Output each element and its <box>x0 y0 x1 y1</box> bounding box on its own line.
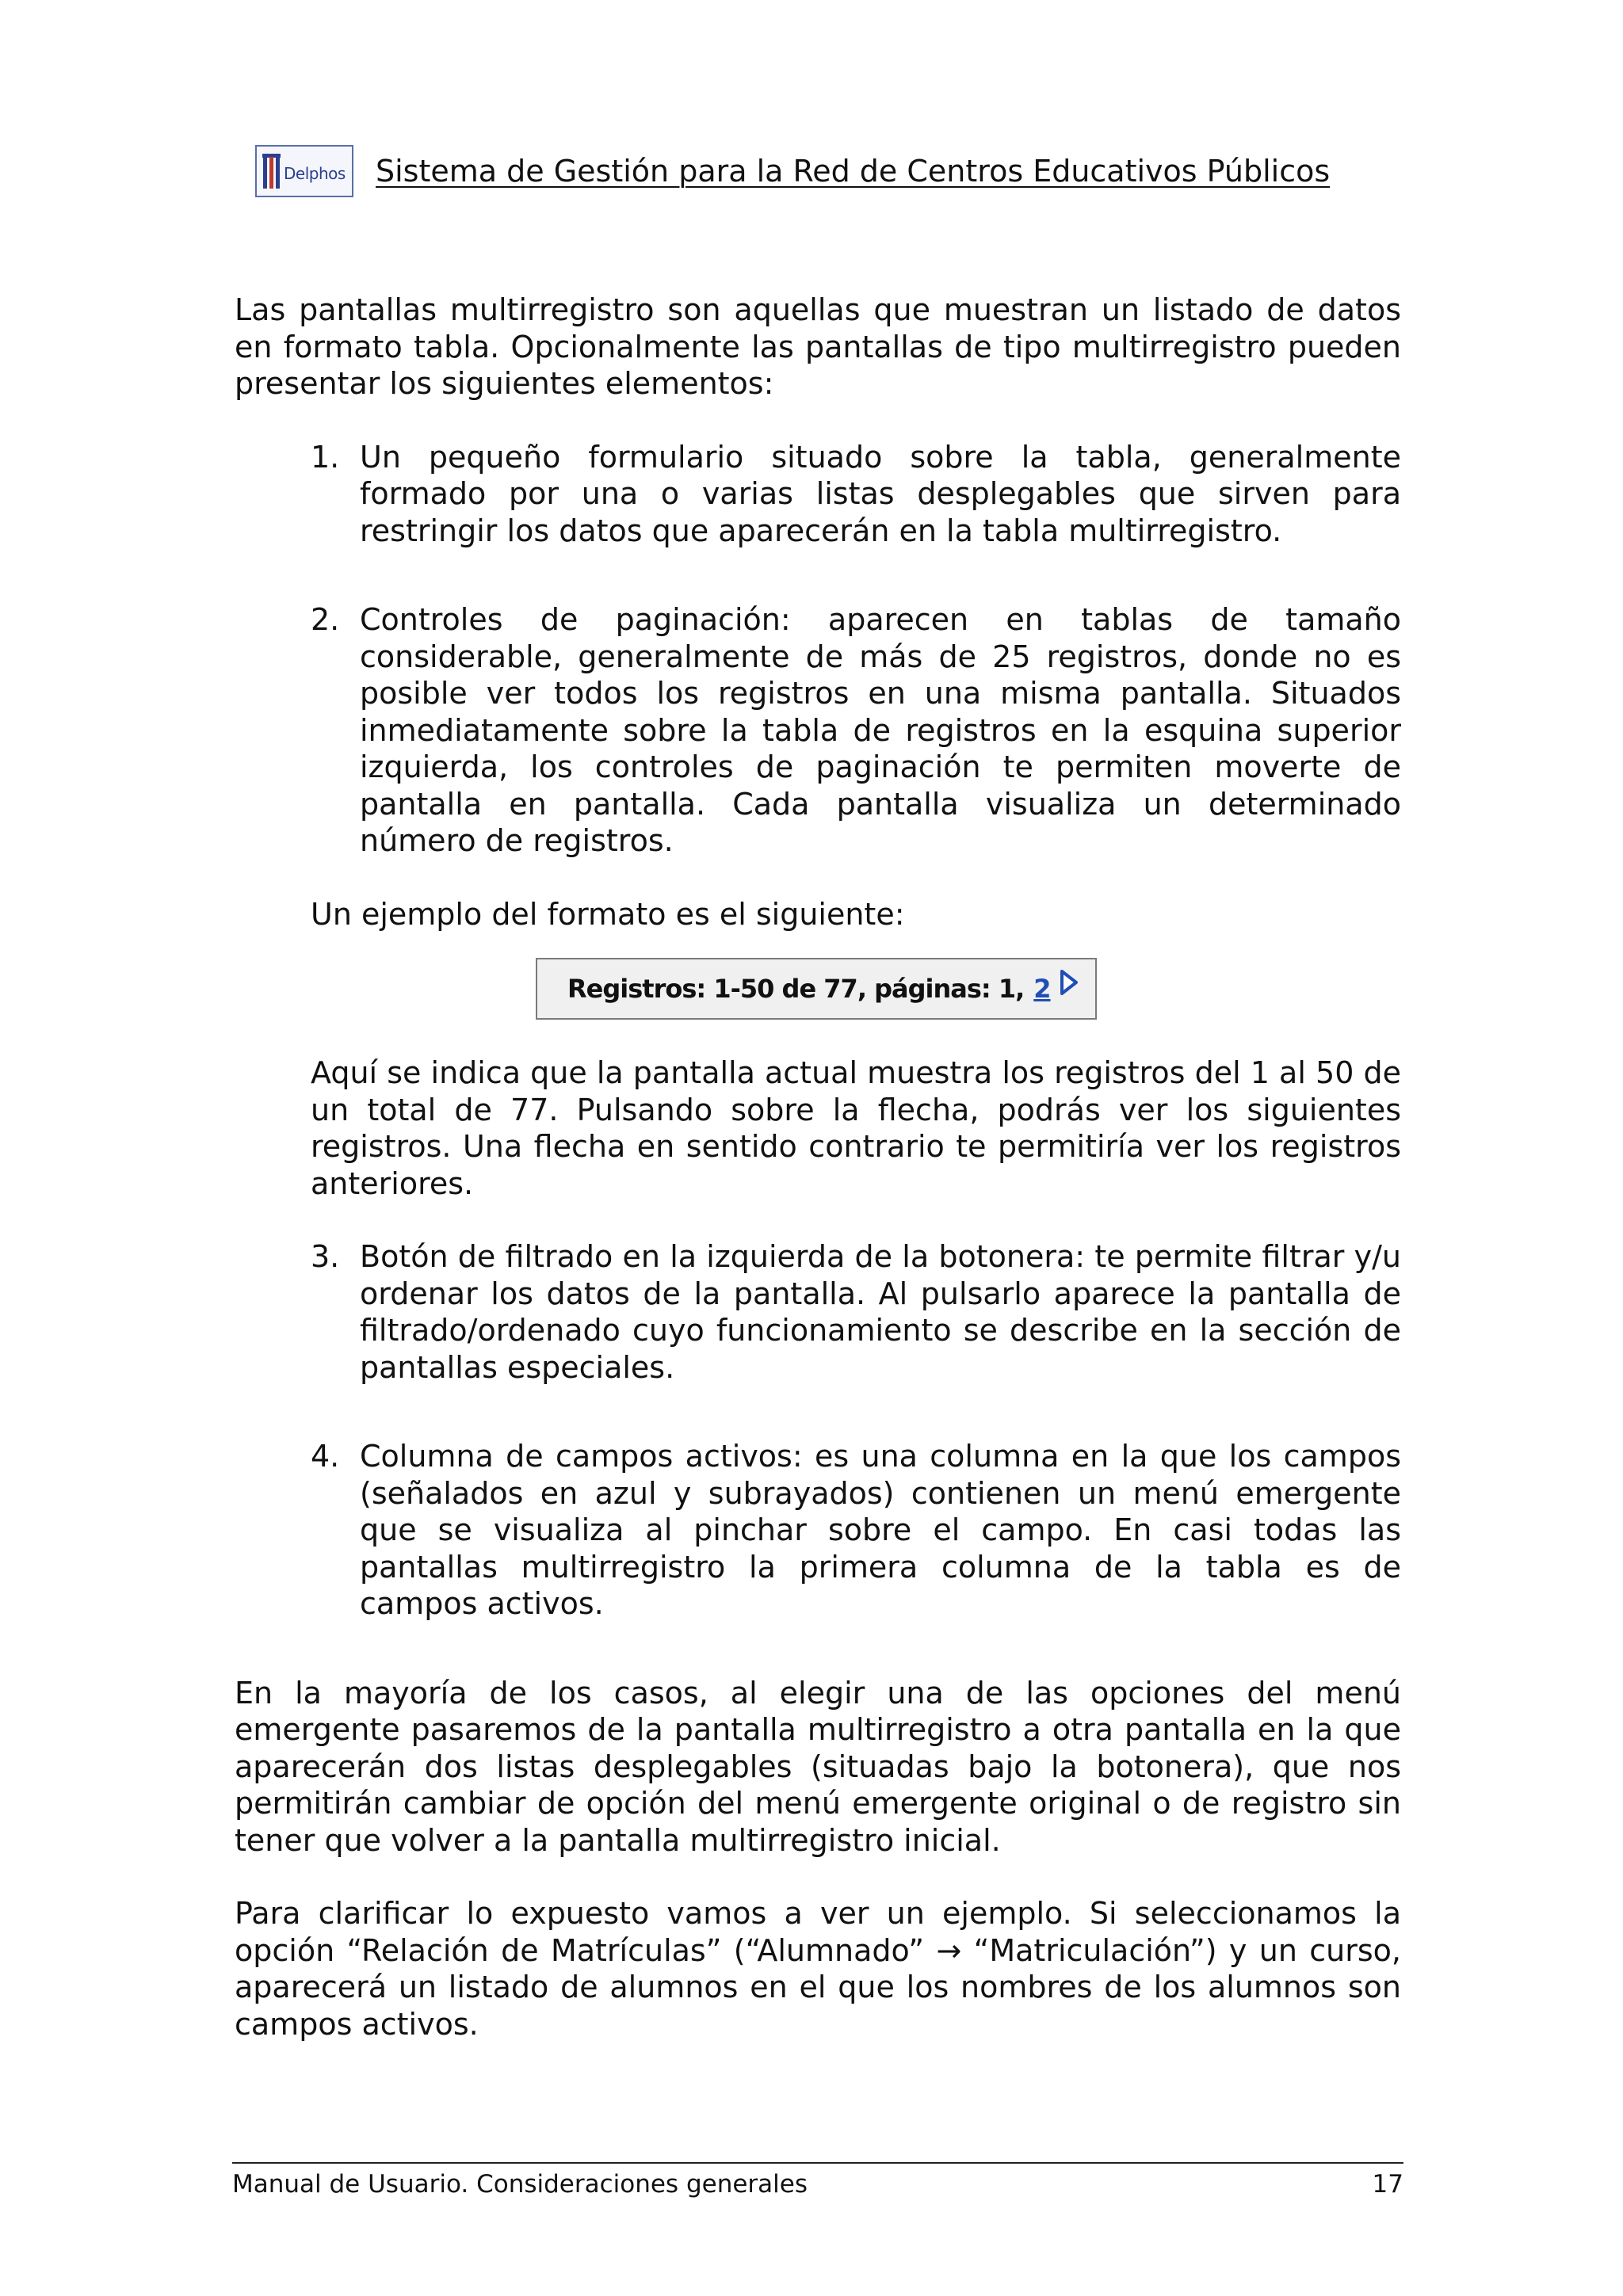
list-text: Un pequeño formulario situado sobre la tabla, generalmente formado por una o varias listas desplegables que sirven para restringir los datos que aparecerán en la tabla multirregistro. <box>360 439 1401 548</box>
page-header <box>255 145 1330 197</box>
example-intro: Un ejemplo del formato es el siguiente: <box>311 896 905 932</box>
list-item-2 <box>235 601 1401 860</box>
pagination-control <box>536 958 1097 1020</box>
list-item-4 <box>235 1438 1401 1623</box>
list-text: Controles de paginación: aparecen en tablas de tamaño considerable, generalmente de más de 25 registros, donde no es posible ver todos los registros en una misma pantalla. Situados inmediatamente sobre la tabla de registros en la esquina superior izquierda, los controles de paginación te permiten moverte de pantalla en pantalla. Cada pantalla visualiza un determinado número de registros. <box>360 602 1401 858</box>
list-number: 1. <box>311 439 340 475</box>
footer-title: Manual de Usuario. Consideraciones generales <box>232 2170 808 2199</box>
pager-example <box>235 958 1401 1023</box>
menu-paragraph: En la mayoría de los casos, al elegir una de las opciones del menú emergente pasaremos de la pantalla multirregistro a otra pantalla en la que aparecerán dos listas desplegables (situadas bajo la botonera), que nos permitirán cambiar de opción del menú emergente original o de registro sin tener que volver a la pantalla multirregistro inicial. <box>235 1675 1401 1858</box>
list-text: Columna de campos activos: es una columna en la que los campos (señalados en azul y subrayados) contienen un menú emergente que se visualiza al pinchar sobre el campo. En casi todas las pantallas multirregistro la primera columna de la tabla es de campos activos. <box>360 1439 1401 1621</box>
list-number: 2. <box>311 602 340 637</box>
page-2-link[interactable]: 2 <box>1033 973 1051 1004</box>
list-text: Botón de filtrado en la izquierda de la botonera: te permite filtrar y/u ordenar los datos de la pantalla. Al pulsarlo aparece la pantalla de filtrado/ordenado cuyo funcionamiento se describe en la sección de pantallas especiales. <box>360 1239 1401 1385</box>
page-footer <box>232 2162 1403 2199</box>
header-title: Sistema de Gestión para la Red de Centros Educativos Públicos <box>376 154 1331 189</box>
page-number: 17 <box>1372 2170 1403 2199</box>
list-item-1 <box>235 439 1401 550</box>
list-item-3 <box>235 1238 1401 1386</box>
pager-text: Registros: 1-50 de 77, páginas: 1, <box>567 973 1025 1004</box>
delphos-logo <box>255 145 353 197</box>
pager-explanation: Aquí se indica que la pantalla actual muestra los registros del 1 al 50 de un total de 77. Pulsando sobre la flecha, podrás ver los siguientes registros. Una flecha en sentido contrario te permitiría ver los registros anteriores. <box>311 1055 1401 1201</box>
list-number: 3. <box>311 1239 340 1274</box>
next-arrow-icon[interactable] <box>1059 968 1079 997</box>
columns-icon <box>263 154 281 189</box>
list-number: 4. <box>311 1439 340 1474</box>
document-body <box>235 292 1401 2042</box>
example-paragraph: Para clarificar lo expuesto vamos a ver un ejemplo. Si seleccionamos la opción “Relación de Matrículas” (“Alumnado” → “Matriculación”) y un curso, aparecerá un listado de alumnos en el que los nombres de los alumnos son campos activos. <box>235 1896 1401 2042</box>
intro-paragraph: Las pantallas multirregistro son aquellas que muestran un listado de datos en formato tabla. Opcionalmente las pantallas de tipo multirregistro pueden presentar los siguientes elementos: <box>235 292 1401 401</box>
logo-text: Delphos <box>284 164 346 183</box>
